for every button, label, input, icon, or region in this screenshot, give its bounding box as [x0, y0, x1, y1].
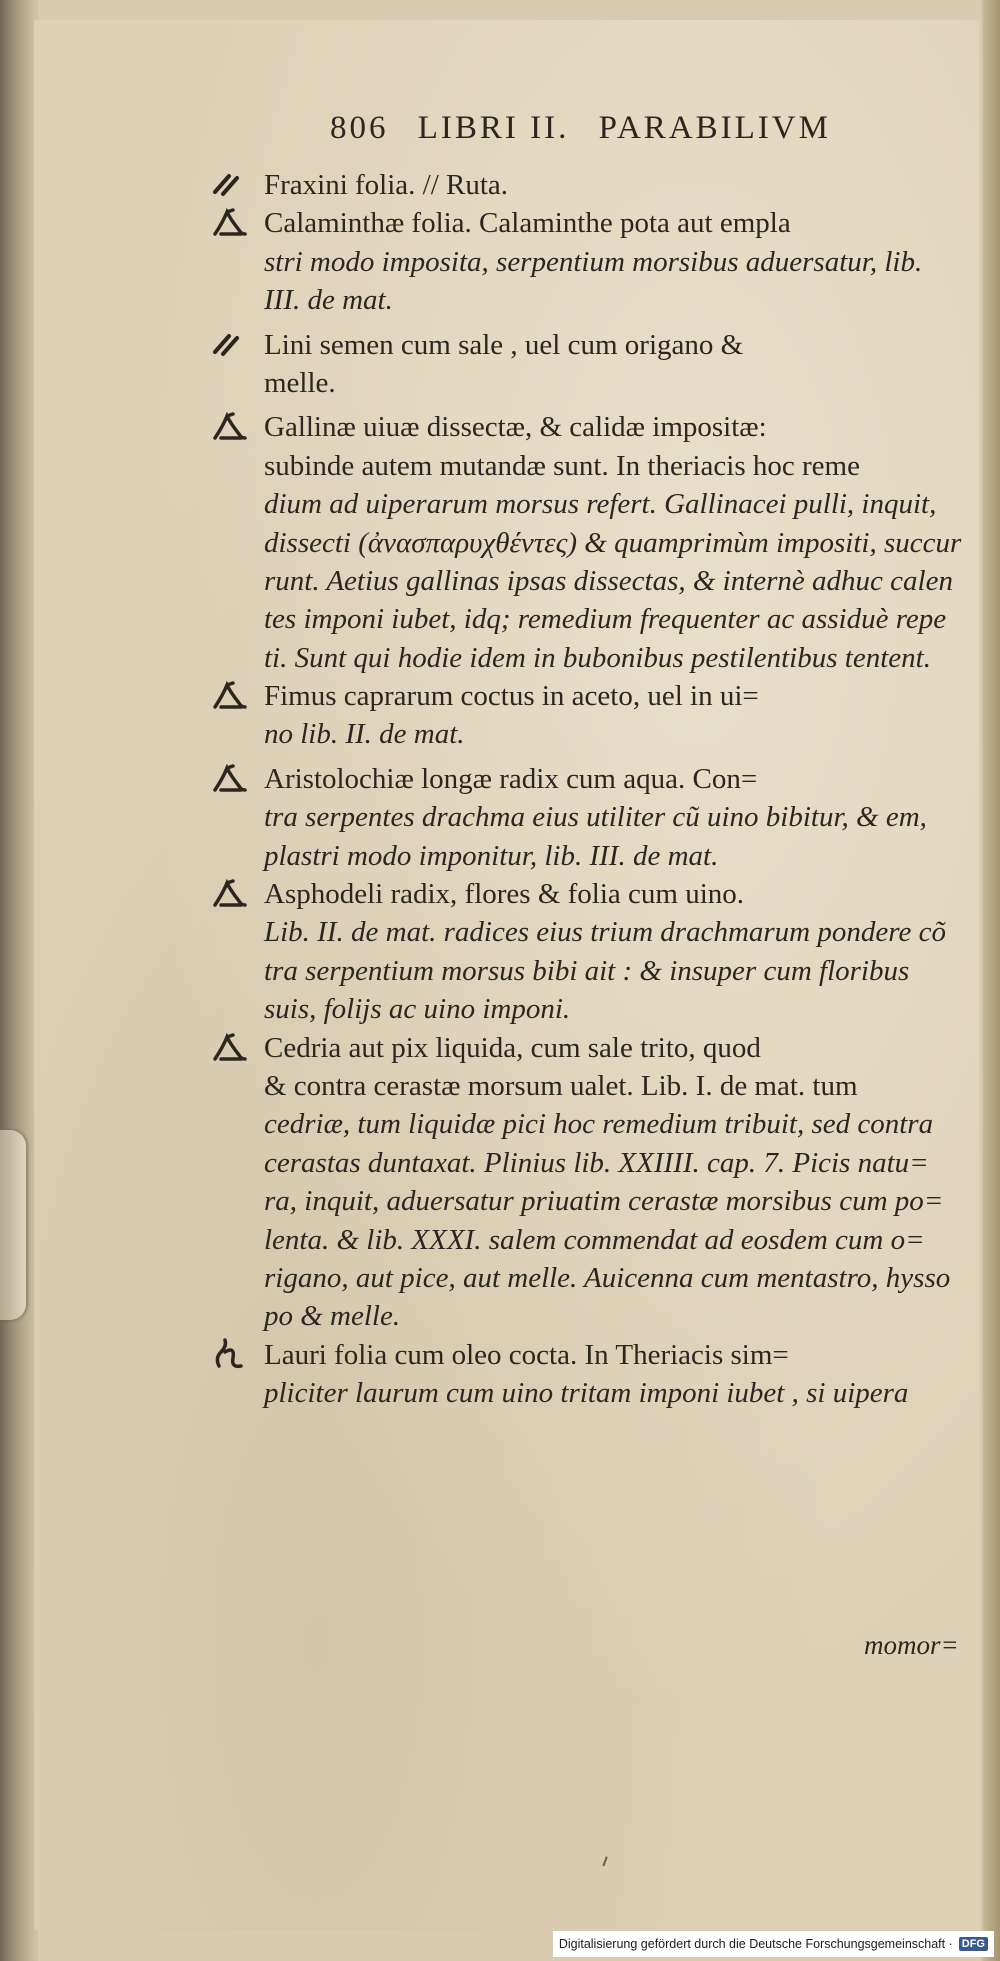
digitization-footer	[553, 1931, 994, 1957]
text-line	[264, 204, 994, 242]
line-text: melle.	[264, 366, 336, 399]
line-text: Fraxini folia. // Ruta.	[264, 169, 509, 201]
running-head	[330, 110, 849, 147]
line-text: dissecti (ἀνασπαρυχθέντες) & quamprimùm impositi, succur	[264, 526, 962, 559]
text-line	[264, 639, 994, 677]
line-text: cerastas duntaxat. Plinius lib. XXIIII. cap. 7. Picis natu=	[264, 1146, 929, 1179]
line-text: po & melle.	[264, 1300, 401, 1333]
line-text: runt. Aetius gallinas ipsas dissectas, & internè adhuc calen	[264, 564, 953, 597]
ink-mark	[602, 1856, 611, 1867]
line-text: & contra cerastæ morsum ualet. Lib. I. de mat. tum	[264, 1069, 858, 1102]
text-line	[264, 243, 994, 281]
running-head-title: PARABILIVM	[598, 110, 831, 146]
delta-mark-icon	[206, 875, 252, 911]
text-line	[264, 524, 994, 562]
text-line	[264, 715, 994, 753]
text-line	[264, 485, 994, 523]
dfg-logo: DFG	[959, 1937, 988, 1951]
delta-mark-icon	[206, 408, 252, 444]
text-line	[264, 1374, 994, 1412]
text-line	[264, 447, 994, 485]
text-line	[264, 1067, 994, 1105]
page-number: 806	[330, 110, 389, 146]
text-line	[264, 875, 994, 913]
text-line	[264, 408, 994, 446]
catchword: momor=	[864, 1630, 959, 1660]
line-text: Cedria aut pix liquida, cum sale trito, quod	[264, 1031, 761, 1064]
line-text: no lib. II. de mat.	[264, 718, 465, 751]
line-text: suis, folijs ac uino imponi.	[264, 993, 571, 1026]
line-text: Lini semen cum sale , uel cum origano &	[264, 328, 744, 361]
footer-text: Digitalisierung gefördert durch die Deutsche Forschungsgemeinschaft ·	[558, 1937, 953, 1951]
running-head-book: LIBRI II.	[417, 110, 570, 146]
double-stroke-mark-icon	[206, 166, 252, 202]
line-text: Lauri folia cum oleo cocta. In Theriacis sim=	[264, 1338, 789, 1371]
text-line	[264, 952, 994, 990]
text-line	[264, 677, 994, 715]
line-text: stri modo imposita, serpentium morsibus aduersatur, lib.	[264, 245, 923, 278]
text-line	[264, 1336, 994, 1374]
text-line	[264, 1259, 994, 1297]
text-line	[264, 281, 994, 319]
text-line	[264, 1105, 994, 1143]
text-line	[264, 1221, 994, 1259]
line-text: pliciter laurum cum uino tritam imponi iubet , si uipera	[264, 1377, 909, 1410]
line-text: ti. Sunt qui hodie idem in bubonibus pestilentibus tentent.	[264, 641, 931, 674]
text-line	[264, 1029, 994, 1067]
line-text: ra, inquit, aduersatur priuatim cerastæ morsibus cum po=	[264, 1185, 944, 1218]
line-text: Lib. II. de mat. radices eius trium drachmarum pondere cõ	[264, 916, 946, 949]
line-text: Asphodeli radix, flores & folia cum uino.	[264, 878, 745, 911]
line-text: Aristolochiæ longæ radix cum aqua. Con=	[264, 762, 758, 795]
line-text: Calaminthæ folia. Calaminthe pota aut empla	[264, 207, 791, 240]
line-text: lenta. & lib. XXXI. salem commendat ad eosdem cum o=	[264, 1223, 925, 1256]
double-stroke-mark-icon	[206, 326, 252, 362]
book-page	[34, 20, 979, 1930]
text-line	[264, 913, 994, 951]
line-text: III. de mat.	[264, 284, 393, 317]
line-text: subinde autem mutandæ sunt. In theriacis hoc reme	[264, 449, 860, 482]
book-gutter	[0, 0, 38, 1961]
text-line	[264, 166, 994, 204]
text-line	[264, 1182, 994, 1220]
delta-mark-icon	[206, 677, 252, 713]
text-line	[264, 760, 994, 798]
line-text: Gallinæ uiuæ dissectæ, & calidæ impositæ:	[264, 411, 767, 444]
text-line	[264, 798, 994, 836]
delta-mark-icon	[206, 760, 252, 796]
text-line	[264, 326, 994, 364]
text-line	[264, 600, 994, 638]
line-text: tra serpentes drachma eius utiliter cũ uino bibitur, & em,	[264, 801, 927, 834]
leo-mark-icon	[206, 1336, 252, 1372]
text-line	[264, 837, 994, 875]
line-text: cedriæ, tum liquidæ pici hoc remedium tribuit, sed contra	[264, 1108, 934, 1141]
text-line	[264, 990, 994, 1028]
delta-mark-icon	[206, 204, 252, 240]
text-line	[264, 1297, 994, 1335]
line-text: plastri modo imponitur, lib. III. de mat.	[264, 839, 719, 872]
line-text: rigano, aut pice, aut melle. Auicenna cum mentastro, hysso	[264, 1261, 951, 1294]
line-text: tra serpentium morsus bibi ait : & insuper cum floribus	[264, 954, 910, 987]
text-line	[264, 1144, 994, 1182]
page-fold	[0, 1130, 26, 1320]
line-text: dium ad uiperarum morsus refert. Gallinacei pulli, inquit,	[264, 488, 937, 521]
text-line	[264, 364, 994, 402]
delta-mark-icon	[206, 1029, 252, 1065]
text-block	[264, 166, 994, 1413]
line-text: tes imponi iubet, idq; remedium frequenter ac assiduè repe	[264, 603, 947, 636]
text-line	[264, 562, 994, 600]
line-text: Fimus caprarum coctus in aceto, uel in ui=	[264, 680, 759, 713]
